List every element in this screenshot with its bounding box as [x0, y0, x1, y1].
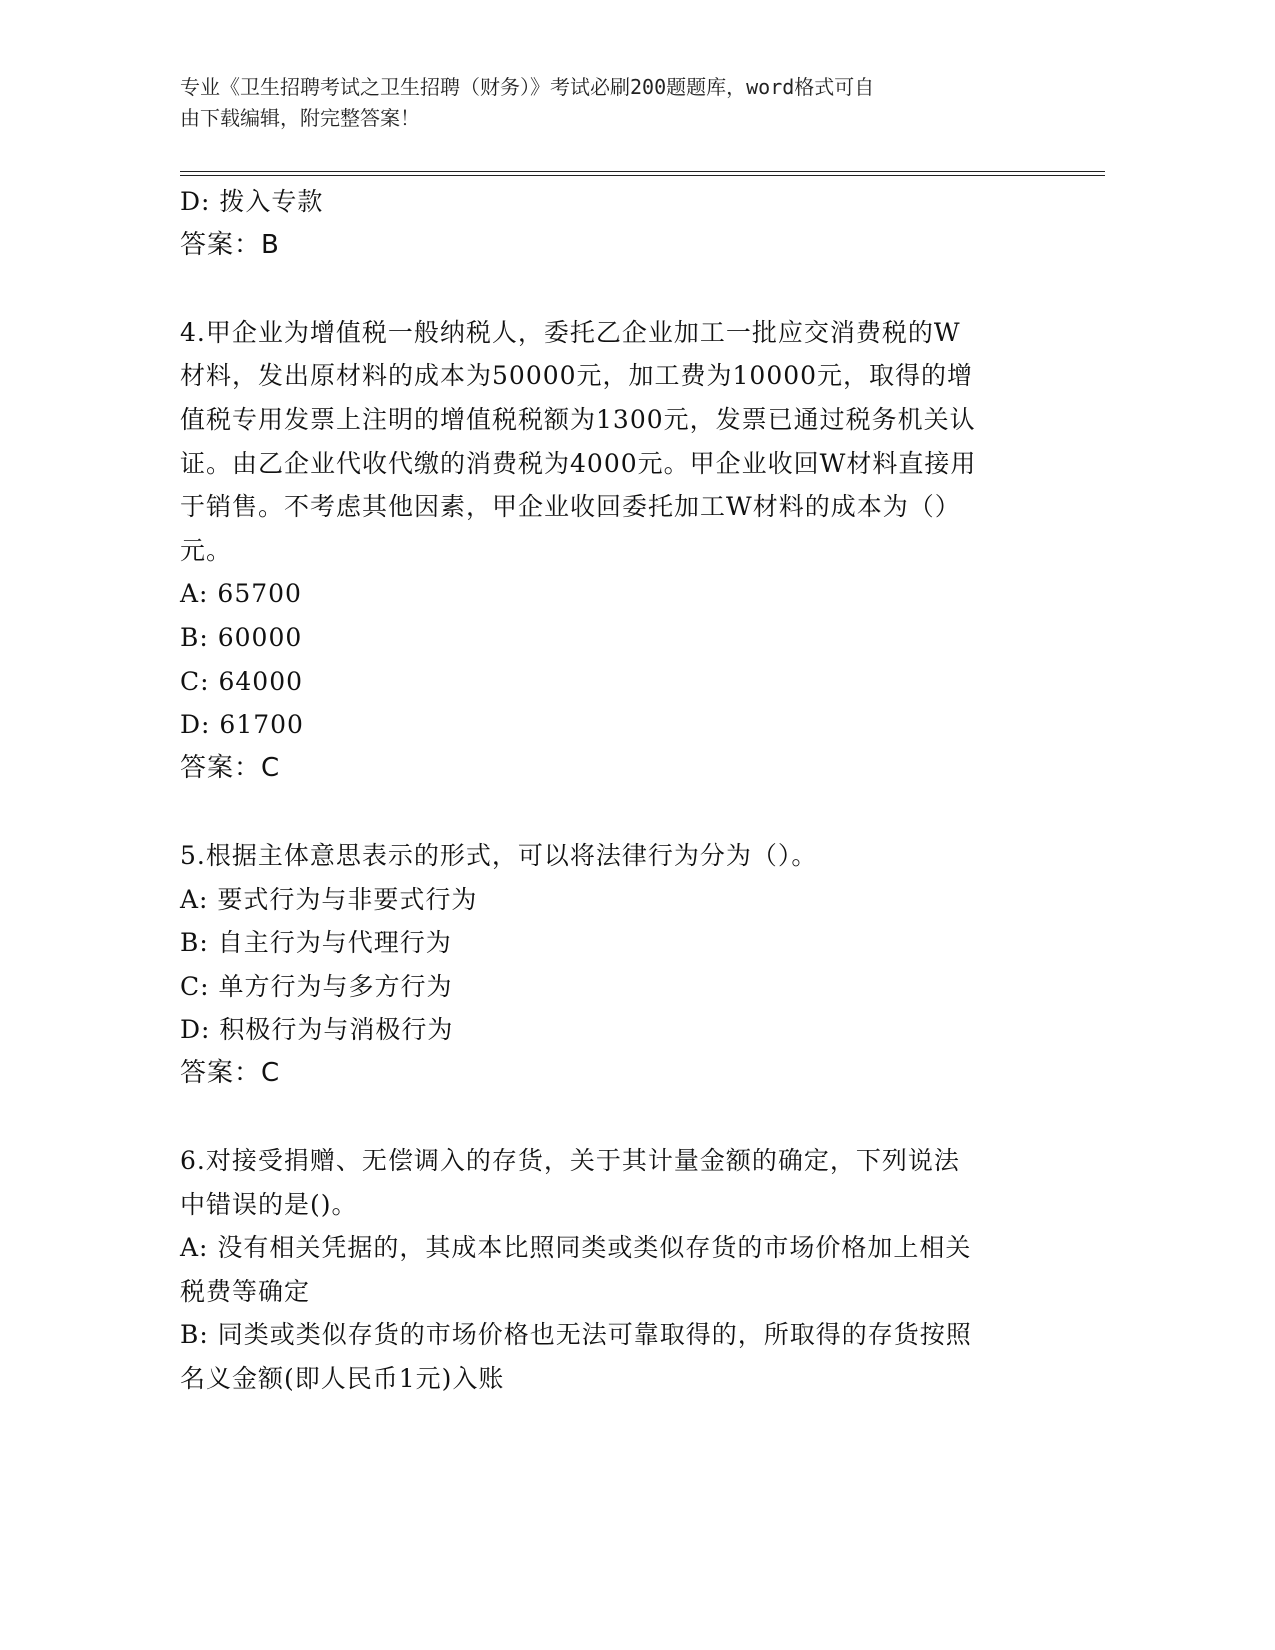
question-stem-line: 6.对接受捐赠、无偿调入的存货，关于其计量金额的确定，下列说法 [180, 1146, 960, 1176]
option-a-continued: 税费等确定 [180, 1276, 311, 1306]
option-d: D: 拨入专款 [180, 187, 324, 216]
answer: 答案：B [180, 229, 280, 260]
option-c: C: 64000 [180, 666, 304, 696]
question-stem-line: 5.根据主体意思表示的形式，可以将法律行为分为（）。 [180, 840, 818, 870]
question-stem-line: 4.甲企业为增值税一般纳税人，委托乙企业加工一批应交消费税的W [180, 317, 961, 347]
question-3-tail [180, 180, 1040, 267]
option-b-continued: 名义金额(即人民币1元)入账 [180, 1364, 505, 1394]
question-stem-line: 值税专用发票上注明的增值税税额为1300元，发票已通过税务机关认 [180, 404, 976, 434]
question-5 [180, 834, 1040, 1096]
answer: 答案：C [180, 1057, 281, 1088]
option-b: B: 自主行为与代理行为 [180, 928, 452, 958]
document-body [180, 180, 1040, 1401]
question-stem-line: 证。由乙企业代收代缴的消费税为4000元。甲企业收回W材料直接用 [180, 448, 977, 478]
document-header [180, 72, 1040, 134]
question-stem-line: 于销售。不考虑其他因素，甲企业收回委托加工W材料的成本为（） [180, 492, 961, 522]
question-stem-line: 元。 [180, 535, 233, 565]
option-a: A: 65700 [180, 579, 302, 609]
header-rule-top [180, 171, 1105, 172]
question-stem-line: 中错误的是()。 [180, 1189, 358, 1219]
option-d: D: 61700 [180, 710, 304, 740]
header-rule-bottom [180, 175, 1105, 176]
header-line-1: 专业《卫生招聘考试之卫生招聘（财务）》考试必刷200题题库，word格式可自 [180, 75, 875, 99]
question-4 [180, 311, 1040, 791]
option-a: A: 没有相关凭据的，其成本比照同类或类似存货的市场价格加上相关 [180, 1233, 972, 1263]
answer: 答案：C [180, 752, 281, 783]
question-stem-line: 材料，发出原材料的成本为50000元，加工费为10000元，取得的增 [180, 361, 974, 391]
question-6 [180, 1139, 1040, 1401]
option-d: D: 积极行为与消极行为 [180, 1015, 454, 1045]
option-b: B: 60000 [180, 622, 303, 652]
option-a: A: 要式行为与非要式行为 [180, 884, 478, 914]
option-c: C: 单方行为与多方行为 [180, 971, 453, 1001]
option-b: B: 同类或类似存货的市场价格也无法可靠取得的，所取得的存货按照 [180, 1320, 972, 1350]
header-line-2: 由下载编辑，附完整答案！ [180, 106, 420, 130]
